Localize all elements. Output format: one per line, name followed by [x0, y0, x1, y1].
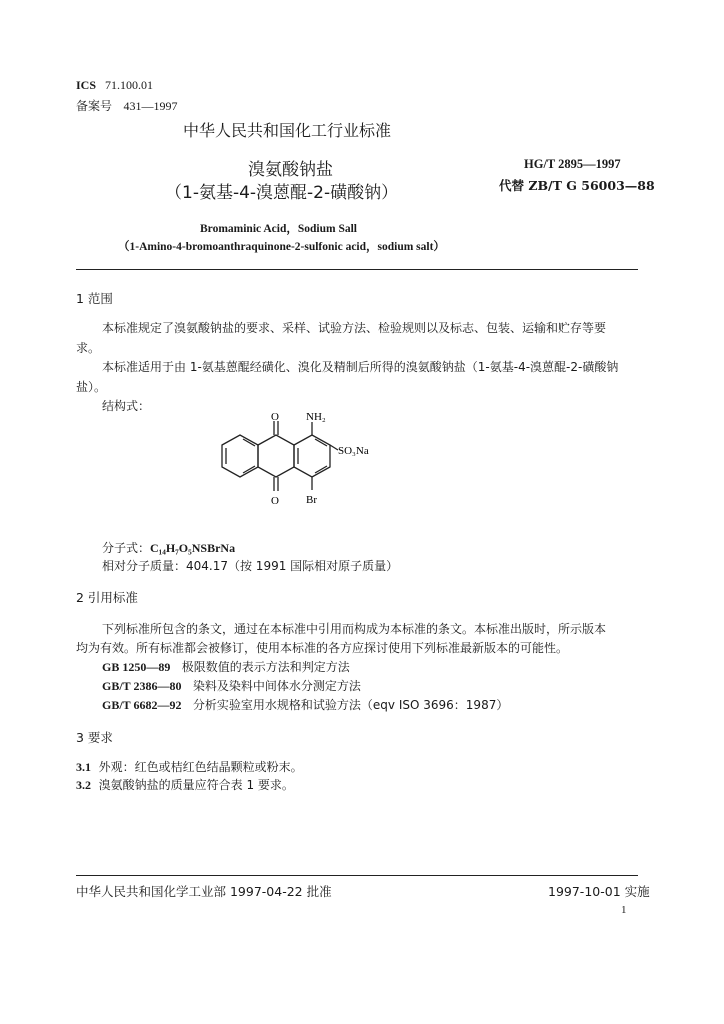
header-divider [76, 269, 638, 270]
s1-paragraph-2b: 盐）。 [76, 380, 107, 394]
sulfonate-group-label: SO₃Na [338, 445, 369, 457]
s2-paragraph-a: 下列标准所包含的条文，通过在本标准中引用而构成为本标准的条文。本标准出版时，所示版本 [102, 622, 607, 636]
reference-item [102, 695, 508, 716]
clause-text: 外观：红色或桔红色结晶颗粒或粉末。 [98, 760, 303, 774]
reference-code: GB 1250—89 [102, 660, 171, 674]
reference-item [102, 676, 361, 697]
effective-date: 1997-10-01 实施 [548, 884, 650, 899]
left-ring [222, 435, 258, 477]
clause-number: 3.1 [76, 760, 91, 774]
title-en-line1: Bromaminic Acid，Sodium Sall [200, 223, 357, 235]
s2-paragraph-b: 均为有效。所有标准都会被修订，使用本标准的各方应探讨使用下列标准最新版本的可能性。 [76, 641, 569, 655]
ics-label: ICS [76, 78, 97, 92]
clause-number: 3.2 [76, 778, 91, 792]
record-label: 备案号 [76, 99, 113, 113]
s1-paragraph-1a: 本标准规定了溴氨酸钠盐的要求、采样、试验方法、检验规则以及标志、包装、运输和贮存等要 [102, 321, 607, 335]
right-ring [294, 435, 330, 477]
amino-group-label: NH₂ [306, 411, 326, 423]
structure-label: 结构式： [102, 399, 151, 413]
bromo-group-label: Br [306, 494, 317, 506]
standard-code: HG/T 2895—1997 [524, 157, 621, 171]
section-1-title: 1 范围 [76, 291, 113, 306]
carbonyl-o-top: O [271, 411, 279, 423]
structural-formula-diagram [210, 410, 380, 520]
title-cn-line2: （1-氨基-4-溴蒽醌-2-磺酸钠） [165, 183, 399, 203]
replaces-code: 代替 ZB/T G 56003—88 [499, 178, 655, 193]
section-3-title: 3 要求 [76, 730, 113, 745]
clause-text: 溴氨酸钠盐的质量应符合表 1 要求。 [98, 778, 294, 792]
reference-desc: 染料及染料中间体水分测定方法 [192, 679, 361, 693]
middle-ring [258, 435, 294, 477]
ics-line [76, 78, 153, 93]
reference-desc: 分析实验室用水规格和试验方法（eqv ISO 3696：1987） [192, 698, 509, 712]
section-2-title: 2 引用标准 [76, 590, 138, 605]
molecular-mass-line: 相对分子质量：404.17（按 1991 国际相对原子质量） [102, 559, 399, 573]
title-cn-line1: 溴氨酸钠盐 [248, 160, 333, 180]
reference-code: GB/T 6682—92 [102, 698, 182, 712]
s1-paragraph-2a: 本标准适用于由 1-氨基蒽醌经磺化、溴化及精制后所得的溴氨酸钠盐（1-氨基-4-溴蒽醌-2-磺酸钠 [102, 360, 619, 374]
reference-code: GB/T 2386—80 [102, 679, 182, 693]
record-line [76, 97, 177, 114]
title-en-line2: （1-Amino-4-bromoanthraquinone-2-sulfonic acid，sodium salt） [118, 241, 445, 253]
formula-value: C₁₄H₇O₅NSBrNa [150, 541, 236, 555]
reference-item [102, 657, 350, 678]
formula-label: 分子式： [102, 541, 151, 555]
s1-paragraph-1b: 求。 [76, 341, 101, 355]
org-standard-title: 中华人民共和国化工行业标准 [183, 121, 392, 140]
record-value: 431—1997 [123, 99, 178, 113]
reference-desc: 极限数值的表示方法和判定方法 [181, 660, 350, 674]
footer-divider [76, 875, 638, 876]
approval-line: 中华人民共和国化学工业部 1997-04-22 批准 [76, 884, 332, 899]
ics-value: 71.100.01 [105, 78, 154, 92]
page-number: 1 [621, 904, 627, 916]
carbonyl-o-bottom: O [271, 495, 279, 507]
clause-3-2 [76, 775, 294, 796]
